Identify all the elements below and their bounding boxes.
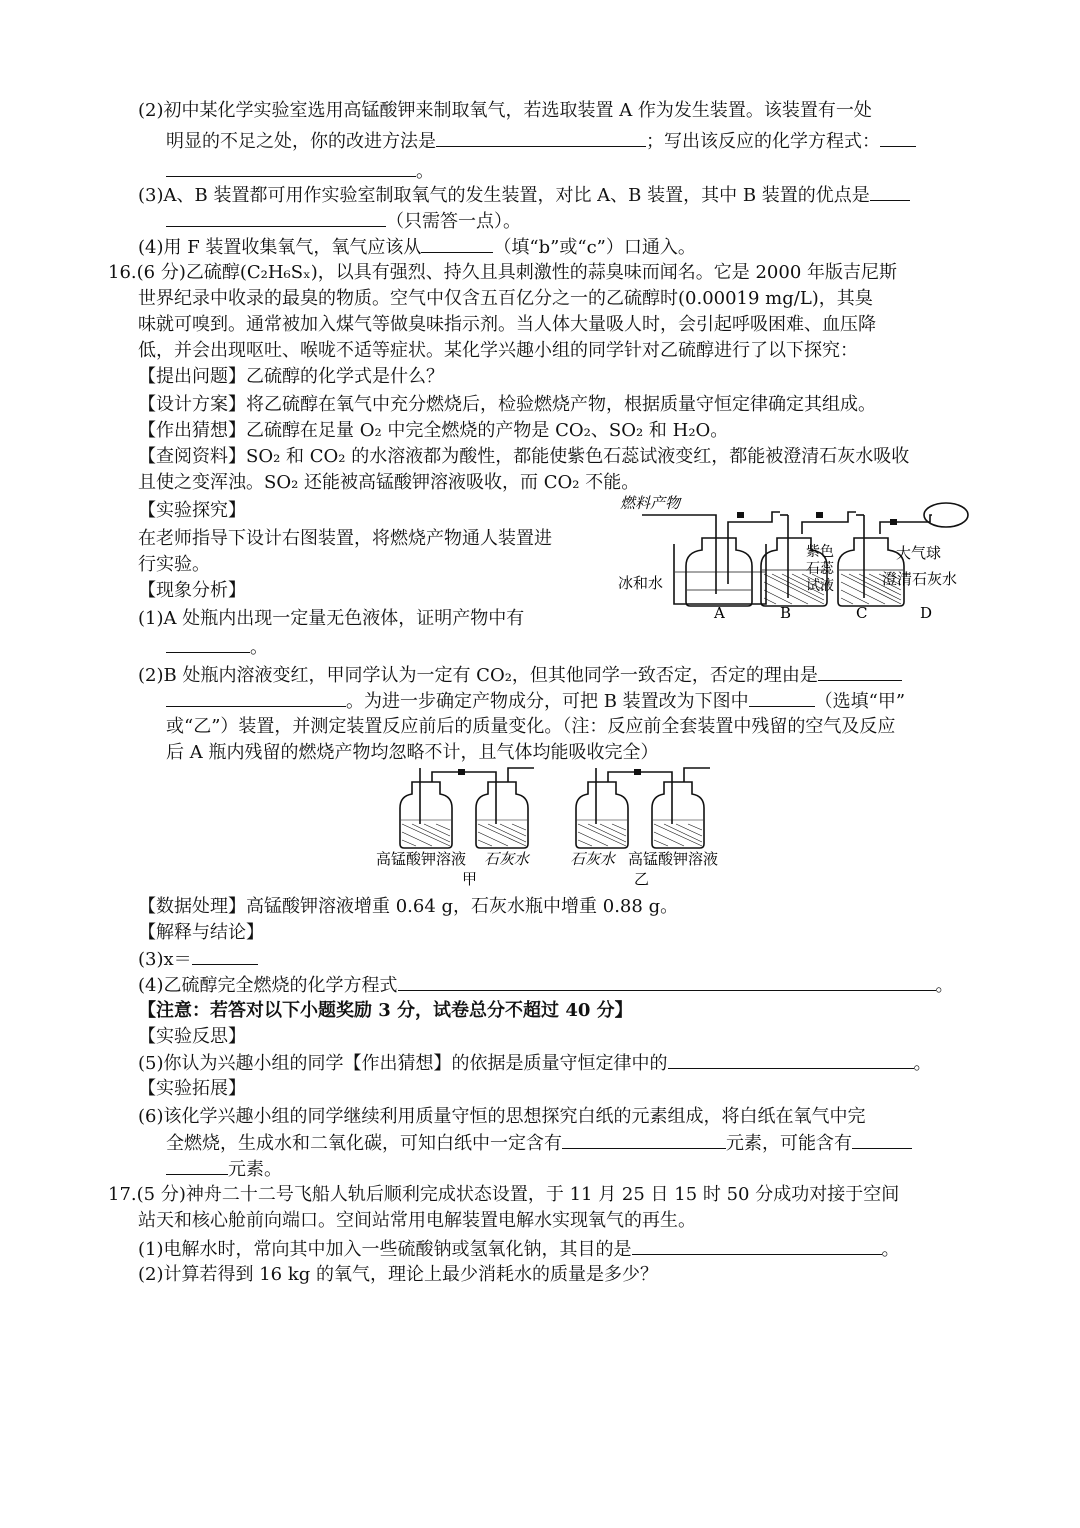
label-a: A — [714, 604, 725, 622]
q16-part2-text-a: (2)B 处瓶内溶液变红，甲同学认为一定有 CO₂，但其他同学一致否定，否定的理由是 — [138, 665, 818, 686]
q15-p2-text-c: 。 — [416, 161, 434, 182]
q15-p2-text-a: 明显的不足之处，你的改进方法是 — [166, 131, 436, 152]
q16-part2-line1 — [138, 662, 902, 689]
q17-part1 — [138, 1236, 900, 1263]
label-limewater: 澄清石灰水 — [882, 570, 958, 588]
label-yi: 乙 — [634, 870, 650, 888]
answer-blank[interactable] — [562, 1130, 726, 1149]
q16-bonus-note: 【注意：若答对以下小题奖励 3 分，试卷总分不超过 40 分】 — [138, 1000, 633, 1021]
answer-blank[interactable] — [668, 1050, 914, 1069]
q16-question: 【提出问题】乙硫醇的化学式是什么？ — [138, 366, 444, 387]
q16-part6-text-a: 全燃烧，生成水和二氧化碳，可知白纸中一定含有 — [166, 1133, 562, 1154]
q15-p4-text-a: (4)用 F 装置收集氧气，氧气应该从 — [138, 237, 422, 258]
q16-part5-end: 。 — [913, 1053, 932, 1074]
q16-part2-line2 — [166, 688, 905, 715]
q15-p2-line1: (2)初中某化学实验室选用高锰酸钾来制取氧气，若选取装置 A 作为发生装置。该装置有一处 — [138, 100, 872, 121]
q16-explore-2: 行实验。 — [138, 554, 210, 575]
q16-reflection-heading: 【实验反思】 — [138, 1026, 246, 1047]
answer-blank[interactable] — [166, 688, 346, 707]
q16-part1-line2 — [166, 634, 268, 661]
q16-analysis-heading: 【现象分析】 — [138, 580, 246, 601]
q16-part3 — [138, 946, 258, 973]
q16-part6-line2 — [166, 1130, 912, 1157]
q16-part6-end: 元素。 — [228, 1159, 282, 1180]
label-ice-water: 冰和水 — [618, 574, 664, 592]
q16-info-1: 【查阅资料】SO₂ 和 CO₂ 的水溶液都为酸性，都能使紫色石蕊试液变红，都能被澄清石灰水吸收 — [138, 446, 910, 467]
q16-part2-text-c: （选填“甲” — [814, 691, 906, 712]
answer-blank[interactable] — [436, 128, 646, 147]
q16-part1-line1: (1)A 处瓶内出现一定量无色液体，证明产物中有 — [138, 608, 525, 629]
label-purple-3: 试液 — [806, 578, 834, 594]
q16-guess: 【作出猜想】乙硫醇在足量 O₂ 中完全燃烧的产物是 CO₂、SO₂ 和 H₂O。 — [138, 420, 729, 441]
apparatus-figure-2 — [372, 764, 742, 888]
q16-part2-line3: 或“乙”）装置，并测定装置反应前后的质量变化。（注：反应前全套装置中残留的空气及反应 — [166, 716, 896, 737]
answer-blank[interactable] — [166, 1156, 228, 1175]
q16-data: 【数据处理】高锰酸钾溶液增重 0.64 g，石灰水瓶中增重 0.88 g。 — [138, 896, 679, 917]
q17-line1: 17.(5 分)神舟二十二号飞船人轨后顺利完成状态设置，于 11 月 25 日 15 时 50 分成功对接于空间 — [108, 1184, 900, 1205]
q16-part5 — [138, 1050, 932, 1077]
q17-part2: (2)计算若得到 16 kg 的氧气，理论上最少消耗水的质量是多少？ — [138, 1264, 658, 1285]
q17-part1-text: (1)电解水时，常向其中加入一些硫酸钠或氢氧化钠，其目的是 — [138, 1239, 632, 1260]
answer-blank[interactable] — [192, 946, 258, 965]
q16-part5-text: (5)你认为兴趣小组的同学【作出猜想】的依据是质量守恒定律中的 — [138, 1053, 668, 1074]
label-fuel-products: 燃料产物 — [620, 494, 681, 512]
q16-part3-text: (3)x＝ — [138, 949, 192, 970]
answer-blank[interactable] — [880, 128, 916, 147]
q16-explore-1: 在老师指导下设计右图装置，将燃烧产物通人装置进 — [138, 528, 552, 549]
q15-p3-line1 — [138, 182, 910, 209]
label-purple-1: 紫色 — [806, 544, 834, 560]
answer-blank[interactable] — [398, 972, 936, 991]
q16-part4-end: 。 — [935, 975, 954, 996]
label-lime-jia: 石灰水 — [484, 850, 530, 868]
q15-p2-line3 — [166, 158, 434, 185]
label-d: D — [920, 604, 933, 622]
q16-part2-text-b: 。为进一步确定产物成分，可把 B 装置改为下图中 — [346, 691, 749, 712]
answer-blank[interactable] — [632, 1236, 882, 1255]
q16-line3: 味就可嗅到。通常被加入煤气等做臭味指示剂。当人体大量吸人时，会引起呼吸困难、血压降 — [138, 314, 876, 335]
label-jia: 甲 — [462, 870, 478, 888]
q17-part1-end: 。 — [881, 1239, 900, 1260]
label-c: C — [856, 604, 868, 622]
answer-blank[interactable] — [870, 182, 910, 201]
q16-plan: 【设计方案】将乙硫醇在氧气中充分燃烧后，检验燃烧产物，根据质量守恒定律确定其组成。 — [138, 394, 876, 415]
answer-blank[interactable] — [166, 634, 250, 653]
answer-blank[interactable] — [166, 208, 386, 227]
q17-line2: 站天和核心舱前向端口。空间站常用电解装置电解水实现氧气的再生。 — [138, 1210, 696, 1231]
q16-part2-line4: 后 A 瓶内残留的燃烧产物均忽略不计，且气体均能吸收完全） — [166, 742, 659, 763]
q16-explore-heading: 【实验探究】 — [138, 500, 246, 521]
label-lime-yi: 石灰水 — [570, 850, 616, 868]
q16-part4 — [138, 972, 954, 999]
q15-p2-line2 — [166, 128, 916, 155]
q15-p3-line2 — [166, 208, 521, 235]
label-purple-2: 石蕊 — [806, 561, 834, 577]
answer-blank[interactable] — [818, 662, 902, 681]
q15-p4 — [138, 234, 696, 261]
q16-line2: 世界纪录中收录的最臭的物质。空气中仅含五百亿分之一的乙硫醇时(0.00019 mg/L)，其臭 — [138, 288, 873, 309]
q16-part6-text-b: 元素，可能含有 — [726, 1133, 852, 1154]
label-balloon: 大气球 — [896, 544, 942, 562]
answer-blank[interactable] — [166, 158, 416, 177]
answer-blank[interactable] — [421, 234, 493, 253]
label-kmno4-jia: 高锰酸钾溶液 — [376, 850, 467, 868]
answer-blank[interactable] — [852, 1130, 912, 1149]
q16-part1-end: 。 — [250, 637, 268, 658]
q16-part4-text: (4)乙硫醇完全燃烧的化学方程式 — [138, 975, 398, 996]
q16-extension-heading: 【实验拓展】 — [138, 1078, 246, 1099]
q15-p3-text-a: (3)A、B 装置都可用作实验室制取氧气的发生装置，对比 A、B 装置，其中 B 装置的优点是 — [138, 185, 870, 206]
q16-info-2: 且使之变浑浊。SO₂ 还能被高锰酸钾溶液吸收，而 CO₂ 不能。 — [138, 472, 640, 493]
label-kmno4-yi: 高锰酸钾溶液 — [628, 850, 719, 868]
q15-p2-text-b: ；写出该反应的化学方程式： — [646, 131, 880, 152]
q16-part6-line3 — [166, 1156, 282, 1183]
q15-p3-text-b: （只需答一点）。 — [386, 211, 521, 232]
apparatus-figure-1 — [612, 494, 982, 622]
answer-blank[interactable] — [749, 688, 815, 707]
q16-conclusion-heading: 【解释与结论】 — [138, 922, 264, 943]
label-b: B — [780, 604, 792, 622]
q16-line1: 16.(6 分)乙硫醇(C₂H₆Sₓ)，以具有强烈、持久且具刺激性的蒜臭味而闻名。它是 2000 年版吉尼斯 — [108, 262, 897, 283]
q16-part6-line1: (6)该化学兴趣小组的同学继续利用质量守恒的思想探究白纸的元素组成，将白纸在氧气中完 — [138, 1106, 866, 1127]
q16-line4: 低，并会出现呕吐、喉咙不适等症状。某化学兴趣小组的同学针对乙硫醇进行了以下探究： — [138, 340, 858, 361]
q15-p4-text-b: （填“b”或“c”）口通入。 — [493, 237, 696, 258]
